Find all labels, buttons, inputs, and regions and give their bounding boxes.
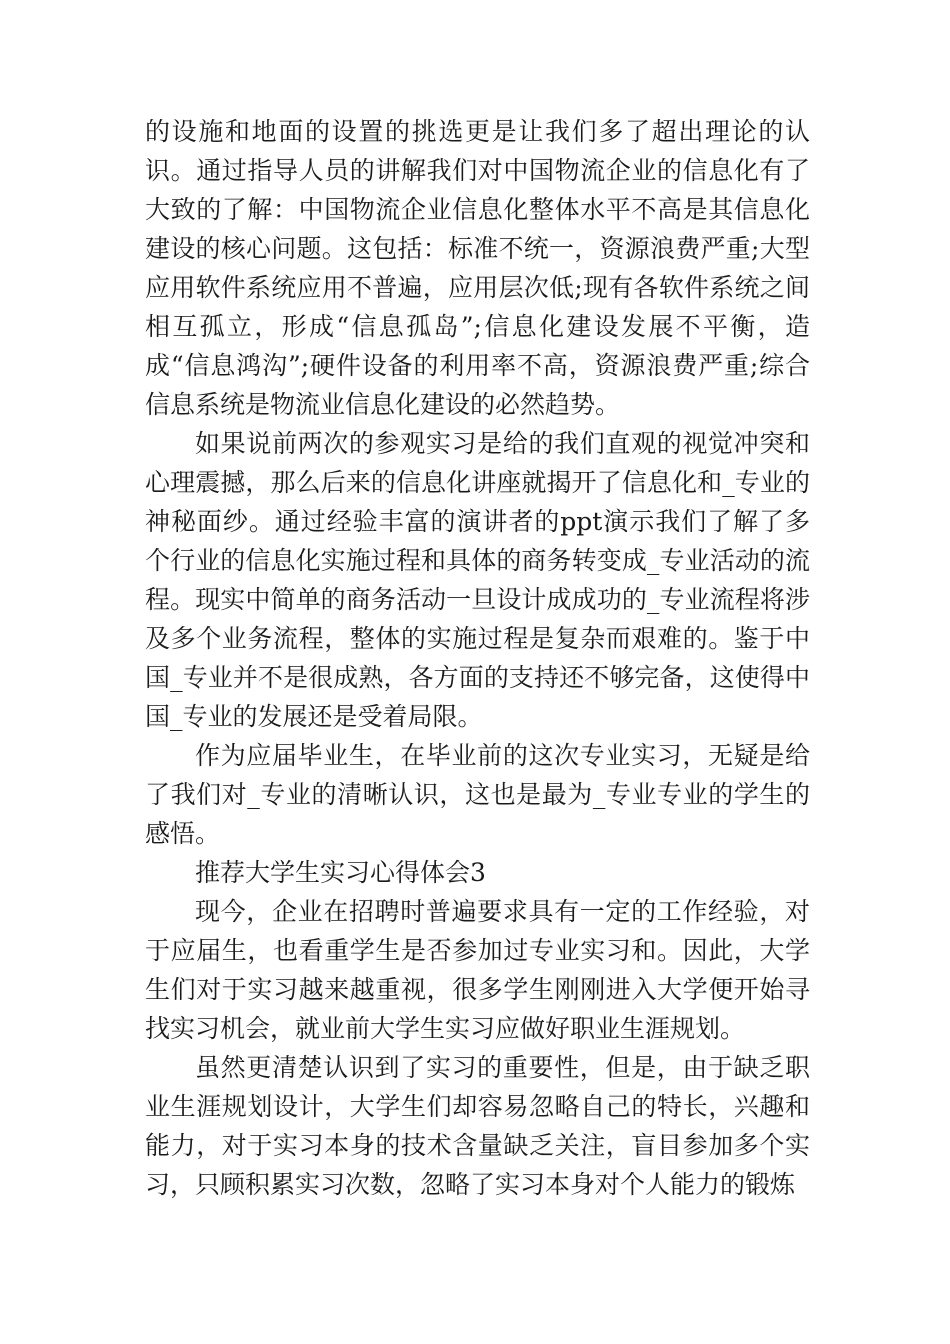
paragraph: 现今，企业在招聘时普遍要求具有一定的工作经验，对于应届生，也看重学生是否参加过专业实习和。因此，大学生们对于实习越来越重视，很多学生刚刚进入大学便开始寻找实习机会，就业前大学生实习应做好职业生涯规划。	[145, 897, 810, 1043]
paragraph-continued: 的设施和地面的设置的挑选更是让我们多了超出理论的认识。通过指导人员的讲解我们对中国物流企业的信息化有了大致的了解：中国物流企业信息化整体水平不高是其信息化建设的核心问题。这包括：标准不统一，资源浪费严重;大型应用软件系统应用不普遍，应用层次低;现有各软件系统之间相互孤立，形成“信息孤岛”;信息化建设发展不平衡，造成“信息鸿沟”;硬件设备的利用率不高，资源浪费严重;综合信息系统是物流业信息化建设的必然趋势。	[145, 117, 810, 419]
document-body	[145, 112, 810, 1204]
paragraph: 如果说前两次的参观实习是给的我们直观的视觉冲突和心理震撼，那么后来的信息化讲座就揭开了信息化和_专业的神秘面纱。通过经验丰富的演讲者的ppt演示我们了解了多个行业的信息化实施过程和具体的商务转变成_专业活动的流程。现实中简单的商务活动一旦设计成成功的_专业流程将涉及多个业务流程，整体的实施过程是复杂而艰难的。鉴于中国_专业并不是很成熟，各方面的支持还不够完备，这使得中国_专业的发展还是受着局限。	[145, 429, 810, 731]
paragraph: 作为应届毕业生，在毕业前的这次专业实习，无疑是给了我们对_专业的清晰认识，这也是最为_专业专业的学生的感悟。	[145, 741, 810, 848]
paragraph: 虽然更清楚认识到了实习的重要性，但是，由于缺乏职业生涯规划设计，大学生们却容易忽略自己的特长，兴趣和能力，对于实习本身的技术含量缺乏关注，盲目参加多个实习，只顾积累实习次数，忽略了实习本身对个人能力的锻炼	[145, 1053, 810, 1199]
section-heading: 推荐大学生实习心得体会3	[195, 858, 486, 887]
